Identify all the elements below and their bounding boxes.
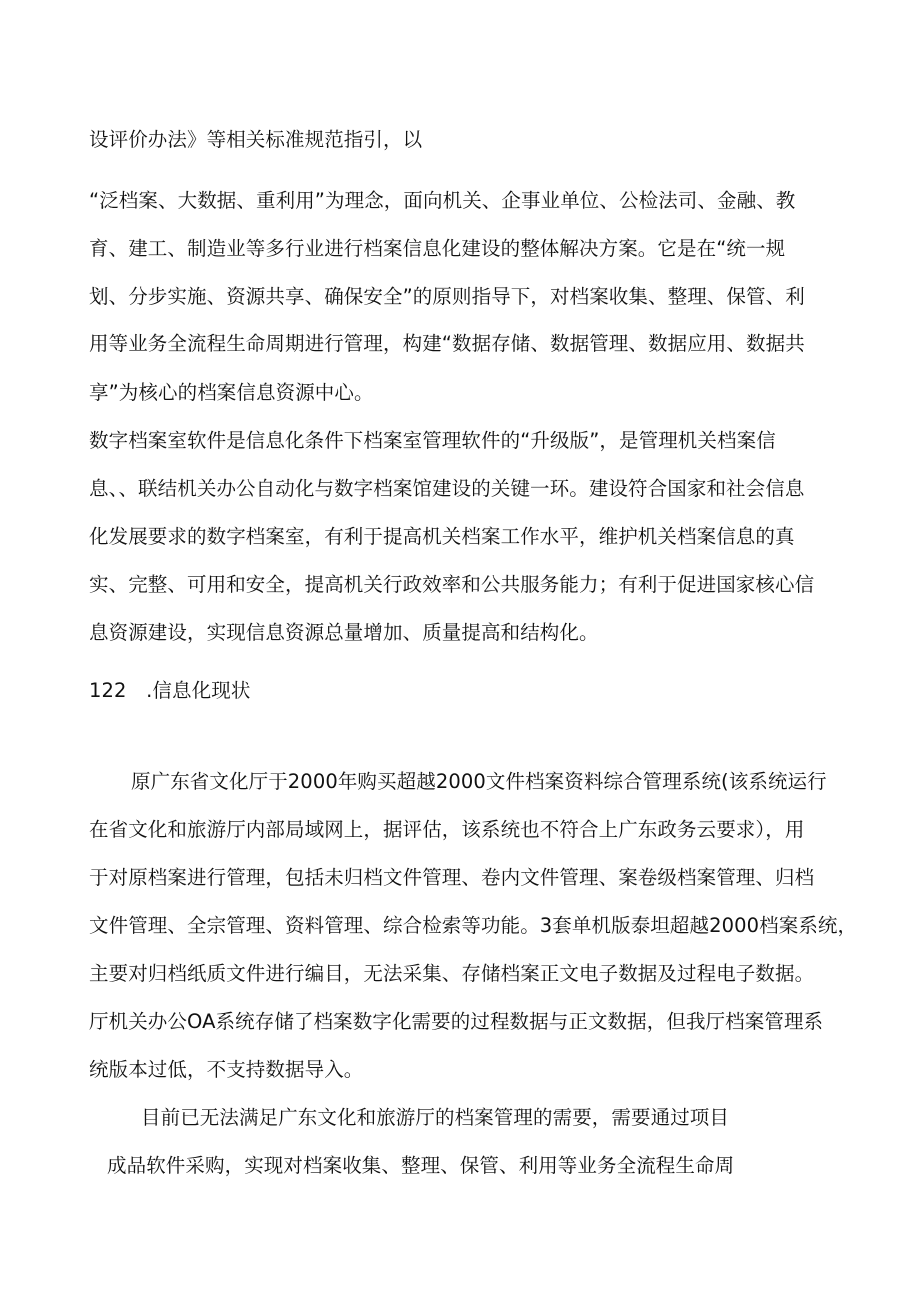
text-line-1: 设评价办法》等相关标准规范指引，以 xyxy=(89,128,423,151)
text-line-19: 统版本过低，不支持数据导入。 xyxy=(89,1058,364,1081)
text-line-20: 目前已无法满足广东文化和旅游厅的档案管理的需要，需要通过项目 xyxy=(141,1106,730,1129)
text-line-17: 主要对归档纸质文件进行编目，无法采集、存储档案正文电子数据及过程电子数据。 xyxy=(89,962,815,985)
text-line-13: 原广东省文化厅于2000年购买超越2000文件档案资料综合管理系统(该系统运行 xyxy=(131,770,827,793)
text-line-10: 实、完整、可用和安全，提高机关行政效率和公共服务能力；有利于促进国家核心信 xyxy=(89,573,815,596)
text-line-3: 育、建工、制造业等多行业进行档案信息化建设的整体解决方案。它是在“统一规 xyxy=(89,237,786,260)
text-line-15: 于对原档案进行管理，包括未归档文件管理、卷内文件管理、案卷级档案管理、归档 xyxy=(89,866,815,889)
text-line-7: 数字档案室软件是信息化条件下档案室管理软件的“升级版”，是管理机关档案信 xyxy=(89,429,776,452)
text-line-2: “泛档案、大数据、重利用”为理念，面向机关、企事业单位、公检法司、金融、教 xyxy=(89,189,796,212)
section-heading: 122 .信息化现状 xyxy=(89,679,251,702)
text-line-18: 厅机关办公OA系统存储了档案数字化需要的过程数据与正文数据，但我厅档案管理系 xyxy=(89,1010,824,1033)
text-line-14: 在省文化和旅游厅内部局域网上，据评估，该系统也不符合上广东政务云要求），用 xyxy=(89,818,805,841)
text-line-8: 息、、联结机关办公自动化与数字档案馆建设的关键一环。建设符合国家和社会信息 xyxy=(89,477,805,500)
text-line-11: 息资源建设，实现信息资源总量增加、质量提高和结构化。 xyxy=(89,621,599,644)
text-line-21: 成品软件采购，实现对档案收集、整理、保管、利用等业务全流程生命周 xyxy=(107,1154,735,1177)
text-line-4: 划、分步实施、资源共享、确保安全”的原则指导下，对档案收集、整理、保管、利 xyxy=(89,285,805,308)
text-line-9: 化发展要求的数字档案室，有利于提高机关档案工作水平，维护机关档案信息的真 xyxy=(89,525,795,548)
text-line-6: 享”为核心的档案信息资源中心。 xyxy=(89,381,374,404)
text-line-16: 文件管理、全宗管理、资料管理、综合检索等功能。3套单机版泰坦超越2000档案系统， xyxy=(89,914,858,937)
text-line-5: 用等业务全流程生命周期进行管理，构建“数据存储、数据管理、数据应用、数据共 xyxy=(89,332,805,355)
